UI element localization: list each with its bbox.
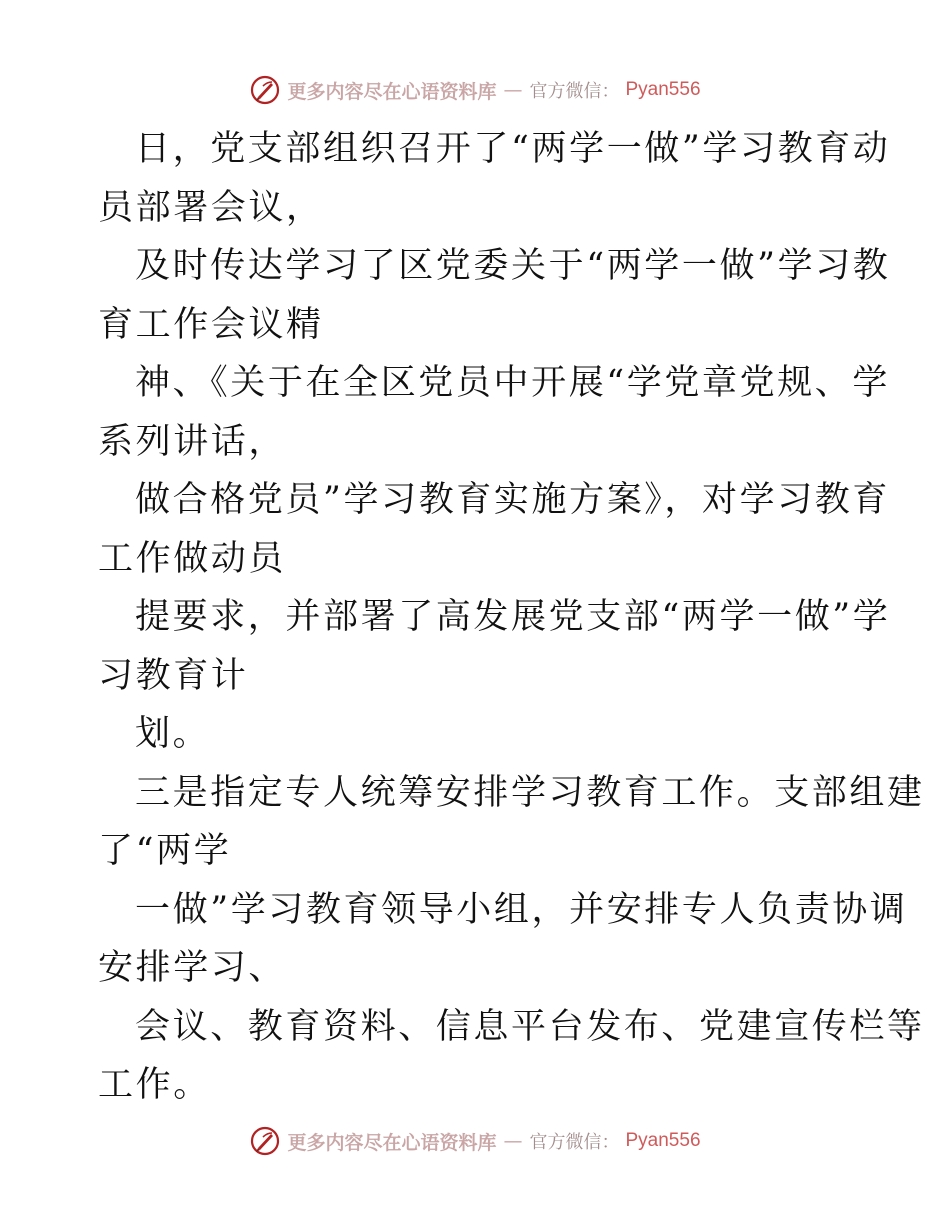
watermark-wechat-label: 官方微信： <box>529 1132 620 1153</box>
watermark-wechat-label: 官方微信： <box>529 81 620 102</box>
text-line: 系列讲话， <box>98 421 287 462</box>
text-line: 安排学习、 <box>98 948 287 988</box>
watermark-wechat-id: Pyan556 <box>625 1130 701 1151</box>
watermark-dash: — <box>503 1130 523 1152</box>
text-line: 及时传达学习了区党委关于“两学一做”学习教 <box>135 246 891 286</box>
text-line: 神、《关于在全区党员中开展“学党章党规、学 <box>135 363 890 403</box>
quill-pen-logo-icon <box>249 1125 281 1157</box>
text-line: 三是指定专人统筹安排学习教育工作。支部组建 <box>135 772 925 813</box>
quill-pen-logo-icon <box>249 74 281 106</box>
text-line: 提要求，并部署了高发展党支部“两学一做”学 <box>135 597 891 637</box>
watermark-dash: — <box>503 79 523 101</box>
text-line: 会议、教育资料、信息平台发布、党建宣传栏等 <box>135 1006 925 1047</box>
watermark-wechat-id: Pyan556 <box>625 79 701 100</box>
watermark-content <box>249 1125 700 1157</box>
watermark-site-name: 更多内容尽在心语资料库 <box>287 80 497 103</box>
text-line: 工作。 <box>98 1065 211 1105</box>
text-line: 习教育计 <box>98 655 249 696</box>
text-line: 日，党支部组织召开了“两学一做”学习教育动 <box>135 129 891 169</box>
text-line: 划。 <box>135 714 211 754</box>
watermark-content <box>249 74 700 106</box>
text-line: 一做”学习教育领导小组，并安排专人负责协调 <box>135 889 908 930</box>
header-watermark <box>0 70 950 110</box>
watermark-site-name: 更多内容尽在心语资料库 <box>287 1131 497 1154</box>
text-line: 了“两学 <box>98 831 232 871</box>
text-line: 育工作会议精 <box>98 304 324 345</box>
text-line: 做合格党员”学习教育实施方案》，对学习教育 <box>135 480 890 520</box>
footer-watermark <box>0 1121 950 1161</box>
document-body <box>98 120 925 1115</box>
text-line: 员部署会议， <box>98 187 324 228</box>
text-line: 工作做动员 <box>98 538 287 579</box>
